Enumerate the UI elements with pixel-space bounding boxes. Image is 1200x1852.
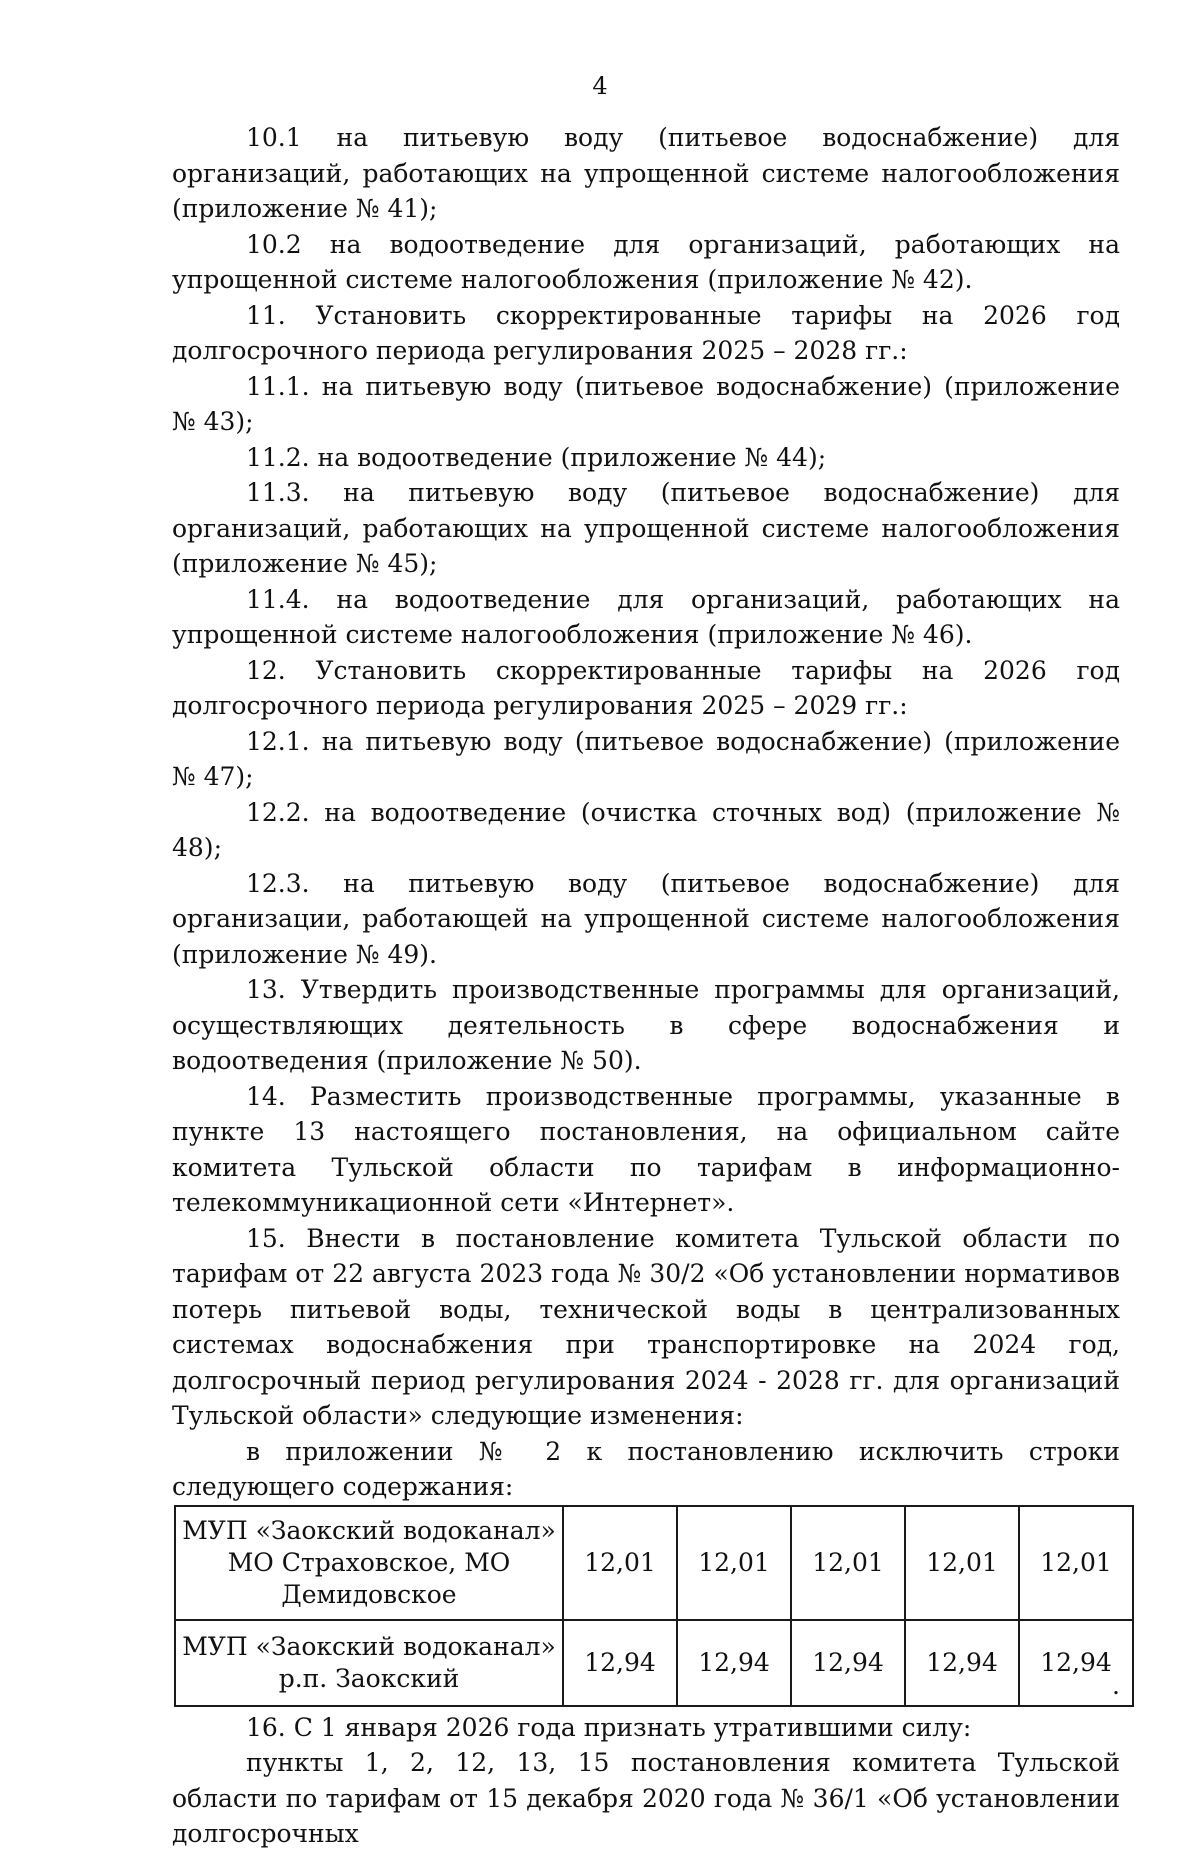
table-cell-value: 12,01 <box>791 1506 905 1620</box>
page-number: 4 <box>592 72 608 100</box>
item-11: 11. Установить скорректированные тарифы на 2026 год долгосрочного периода регулирования 2025 – 2028 гг.: <box>172 300 1120 365</box>
item-11-2: 11.2. на водоотведение (приложение № 44); <box>246 442 827 472</box>
table-end-mark: . <box>1112 1670 1120 1700</box>
table-cell-value: 12,01 <box>563 1506 677 1620</box>
item-15: 15. Внести в постановление комитета Тульской области по тарифам от 22 августа 2023 года № 30/2 «Об установлении нормативов потерь питьевой воды, технической воды в централизованных системах водоснабжения при транспортировке на 2024 год, долгосрочный период регулирования 2024 - 2028 гг. для организаций Тульской области» следующие изменения: <box>172 1223 1120 1430</box>
item-11-3: 11.3. на питьевую воду (питьевое водоснабжение) для организаций, работающих на упрощенной системе налогообложения (приложение № 45); <box>172 478 1120 578</box>
item-15-annex: в приложении № 2 к постановлению исключить строки следующего содержания: <box>172 1436 1120 1501</box>
item-14: 14. Разместить производственные программы, указанные в пункте 13 настоящего постановления, на официальном сайте комитета Тульской области по тарифам в информационно-телекоммуникационной сети «Интернет». <box>172 1081 1120 1217</box>
item-11-4: 11.4. на водоотведение для организаций, работающих на упрощенной системе налогообложения (приложение № 46). <box>172 584 1120 649</box>
table-row <box>175 1620 1133 1706</box>
table-cell-value: 12,94 <box>791 1620 905 1706</box>
document-body <box>172 120 1120 1852</box>
table-cell-value: 12,94 <box>1019 1620 1133 1706</box>
table-cell-value: 12,94 <box>905 1620 1019 1706</box>
item-13: 13. Утвердить производственные программы для организаций, осуществляющих деятельность в сфере водоснабжения и водоотведения (приложение № 50). <box>172 975 1120 1075</box>
item-12-3: 12.3. на питьевую воду (питьевое водоснабжение) для организации, работающей на упрощенной системе налогообложения (приложение № 49). <box>172 868 1120 969</box>
table-row <box>175 1506 1133 1620</box>
item-11-1: 11.1. на питьевую воду (питьевое водоснабжение) (приложение № 43); <box>172 371 1120 436</box>
table-cell-value: 12,01 <box>1019 1506 1133 1620</box>
item-10-2: 10.2 на водоотведение для организаций, работающих на упрощенной системе налогообложения (приложение № 42). <box>172 229 1120 294</box>
item-10-1: 10.1 на питьевую воду (питьевое водоснабжение) для организаций, работающих на упрощенной системе налогообложения (приложение № 41); <box>172 123 1120 223</box>
table-cell-value: 12,01 <box>677 1506 791 1620</box>
item-12: 12. Установить скорректированные тарифы на 2026 год долгосрочного периода регулирования 2025 – 2029 гг.: <box>172 655 1120 720</box>
item-12-2: 12.2. на водоотведение (очистка сточных вод) (приложение № 48); <box>172 797 1120 862</box>
item-16: 16. С 1 января 2026 года признать утратившими силу: <box>246 1712 972 1742</box>
table-cell-value: 12,01 <box>905 1506 1019 1620</box>
table-cell-name: МУП «Заокский водоканал» МО Страховское, МО Демидовское <box>175 1506 563 1620</box>
item-16-text: пункты 1, 2, 12, 13, 15 постановления комитета Тульской области по тарифам от 15 декабря 2020 года № 36/1 «Об установлении долгосрочных <box>172 1748 1120 1848</box>
table-cell-value: 12,94 <box>563 1620 677 1706</box>
item-12-1: 12.1. на питьевую воду (питьевое водоснабжение) (приложение № 47); <box>172 726 1120 791</box>
excluded-rows-table <box>174 1505 1134 1707</box>
table-cell-name: МУП «Заокский водоканал» р.п. Заокский <box>175 1620 563 1706</box>
table-cell-value: 12,94 <box>677 1620 791 1706</box>
excluded-rows-table-wrapper <box>172 1505 1120 1707</box>
